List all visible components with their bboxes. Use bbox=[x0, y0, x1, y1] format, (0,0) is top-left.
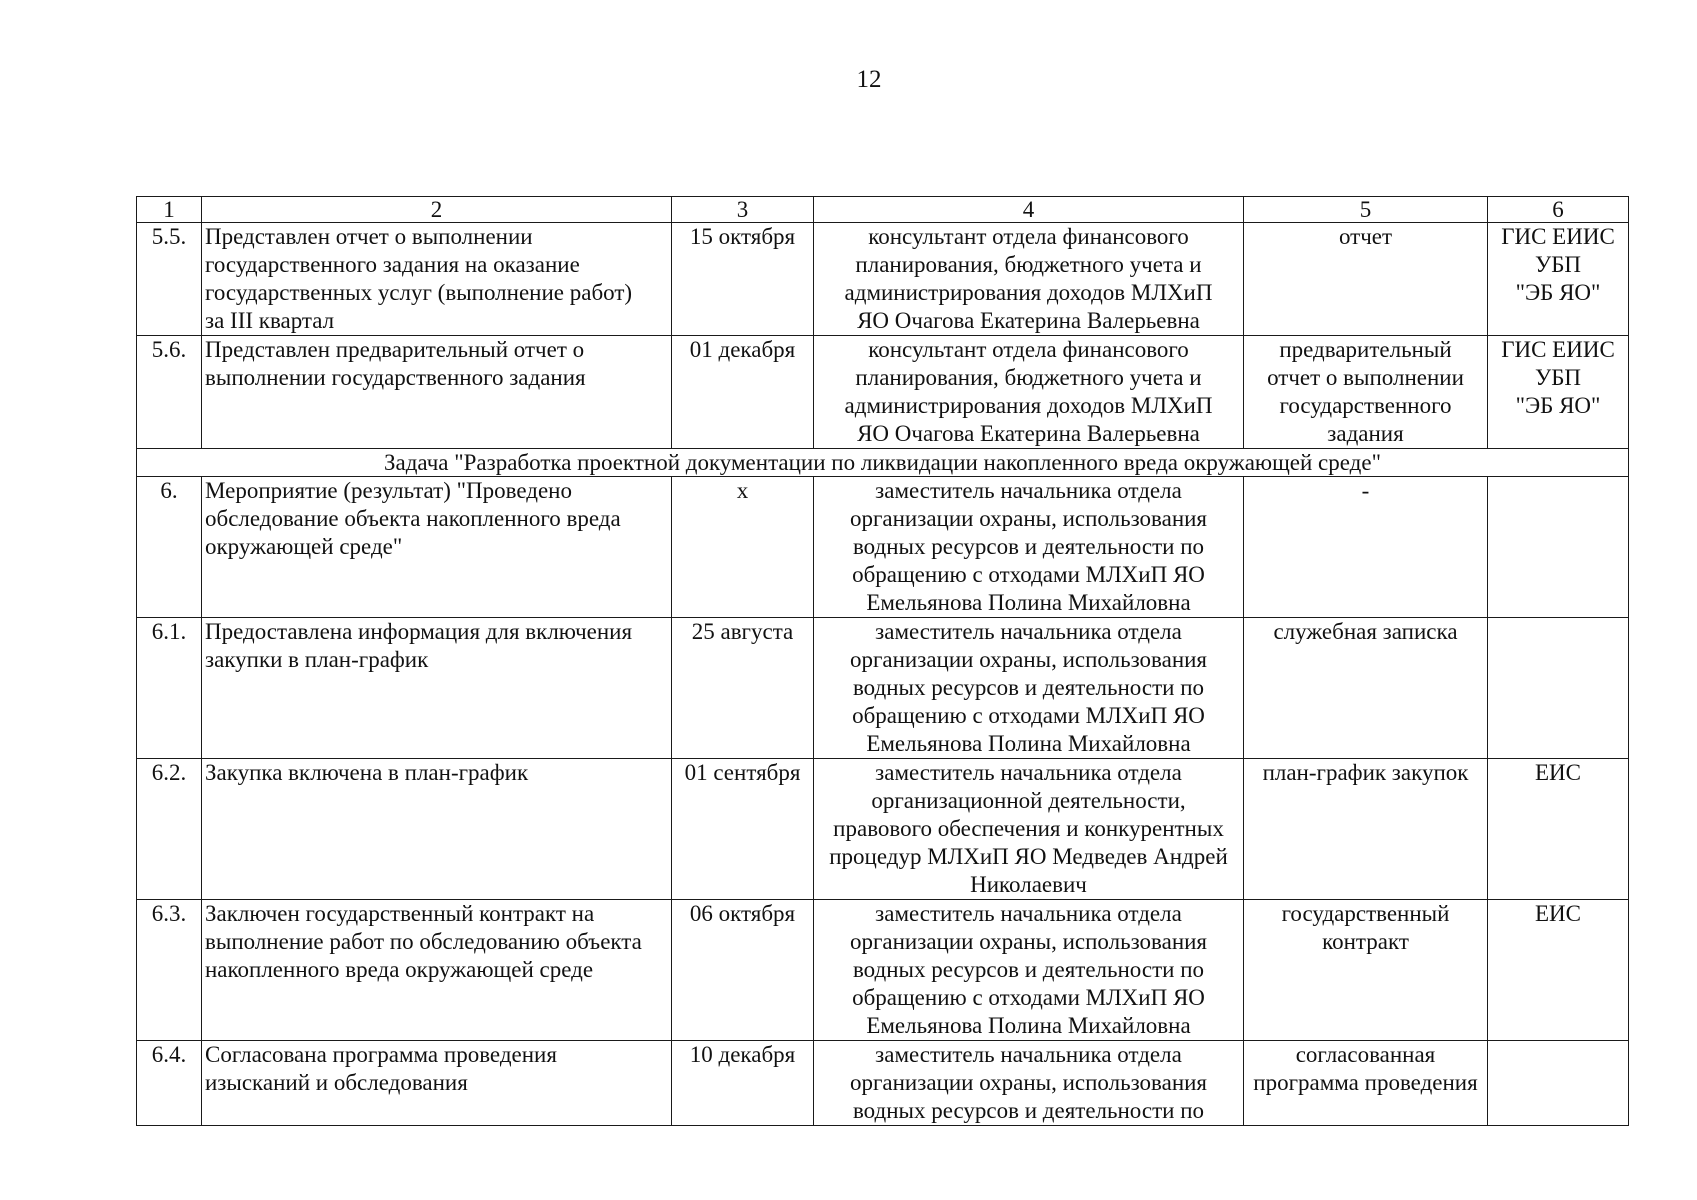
task-heading-row bbox=[137, 449, 1629, 477]
row-responsible: заместитель начальника отдела организационной деятельности, правового обеспечения и конкурентных процедур МЛХиП ЯО Медведев Андрей Николаевич bbox=[814, 759, 1244, 900]
table-row bbox=[137, 223, 1629, 336]
row-responsible: заместитель начальника отдела организации охраны, использования водных ресурсов и деятельности по bbox=[814, 1041, 1244, 1126]
row-description: Закупка включена в план-график bbox=[202, 759, 672, 900]
row-responsible: консультант отдела финансового планирования, бюджетного учета и администрирования доходов МЛХиП ЯО Очагова Екатерина Валерьевна bbox=[814, 223, 1244, 336]
row-responsible: заместитель начальника отдела организации охраны, использования водных ресурсов и деятельности по обращению с отходами МЛХиП ЯО Емельянова Полина Михайловна bbox=[814, 900, 1244, 1041]
task-heading: Задача "Разработка проектной документации по ликвидации накопленного вреда окружающей среде" bbox=[137, 449, 1629, 477]
table-row bbox=[137, 618, 1629, 759]
row-responsible: заместитель начальника отдела организации охраны, использования водных ресурсов и деятельности по обращению с отходами МЛХиП ЯО Емельянова Полина Михайловна bbox=[814, 618, 1244, 759]
row-deadline: 06 октября bbox=[672, 900, 814, 1041]
row-number: 6.4. bbox=[137, 1041, 202, 1126]
row-deadline: 15 октября bbox=[672, 223, 814, 336]
column-number-3: 3 bbox=[672, 197, 814, 223]
table-row bbox=[137, 336, 1629, 449]
row-number: 6.3. bbox=[137, 900, 202, 1041]
row-description: Представлен отчет о выполнении государственного задания на оказание государственных услуг (выполнение работ) за III квартал bbox=[202, 223, 672, 336]
row-system: ГИС ЕИИС УБП "ЭБ ЯО" bbox=[1488, 223, 1629, 336]
row-deadline: 01 сентября bbox=[672, 759, 814, 900]
row-description: Мероприятие (результат) "Проведено обследование объекта накопленного вреда окружающей среде" bbox=[202, 477, 672, 618]
row-deadline: 01 декабря bbox=[672, 336, 814, 449]
row-document: согласованная программа проведения bbox=[1244, 1041, 1488, 1126]
row-document: служебная записка bbox=[1244, 618, 1488, 759]
row-deadline: 10 декабря bbox=[672, 1041, 814, 1126]
row-number: 5.5. bbox=[137, 223, 202, 336]
table-row bbox=[137, 759, 1629, 900]
row-system bbox=[1488, 618, 1629, 759]
row-description: Представлен предварительный отчет о выполнении государственного задания bbox=[202, 336, 672, 449]
row-document: предварительный отчет о выполнении государственного задания bbox=[1244, 336, 1488, 449]
row-number: 5.6. bbox=[137, 336, 202, 449]
row-deadline: 25 августа bbox=[672, 618, 814, 759]
column-number-1: 1 bbox=[137, 197, 202, 223]
column-number-4: 4 bbox=[814, 197, 1244, 223]
row-system bbox=[1488, 477, 1629, 618]
row-deadline: х bbox=[672, 477, 814, 618]
row-system: ЕИС bbox=[1488, 759, 1629, 900]
row-description: Заключен государственный контракт на выполнение работ по обследованию объекта накопленного вреда окружающей среде bbox=[202, 900, 672, 1041]
column-number-2: 2 bbox=[202, 197, 672, 223]
column-number-5: 5 bbox=[1244, 197, 1488, 223]
row-system: ГИС ЕИИС УБП "ЭБ ЯО" bbox=[1488, 336, 1629, 449]
row-document: государственный контракт bbox=[1244, 900, 1488, 1041]
row-number: 6.1. bbox=[137, 618, 202, 759]
row-document: - bbox=[1244, 477, 1488, 618]
table-row bbox=[137, 900, 1629, 1041]
row-system bbox=[1488, 1041, 1629, 1126]
table-row bbox=[137, 477, 1629, 618]
plan-table bbox=[136, 196, 1629, 1126]
column-number-6: 6 bbox=[1488, 197, 1629, 223]
row-number: 6.2. bbox=[137, 759, 202, 900]
row-responsible: консультант отдела финансового планирования, бюджетного учета и администрирования доходов МЛХиП ЯО Очагова Екатерина Валерьевна bbox=[814, 336, 1244, 449]
table-row bbox=[137, 1041, 1629, 1126]
row-responsible: заместитель начальника отдела организации охраны, использования водных ресурсов и деятельности по обращению с отходами МЛХиП ЯО Емельянова Полина Михайловна bbox=[814, 477, 1244, 618]
row-system: ЕИС bbox=[1488, 900, 1629, 1041]
row-document: план-график закупок bbox=[1244, 759, 1488, 900]
row-document: отчет bbox=[1244, 223, 1488, 336]
row-description: Согласована программа проведения изысканий и обследования bbox=[202, 1041, 672, 1126]
row-number: 6. bbox=[137, 477, 202, 618]
table-header-row bbox=[137, 197, 1629, 223]
row-description: Предоставлена информация для включения закупки в план-график bbox=[202, 618, 672, 759]
page-number: 12 bbox=[856, 66, 882, 93]
